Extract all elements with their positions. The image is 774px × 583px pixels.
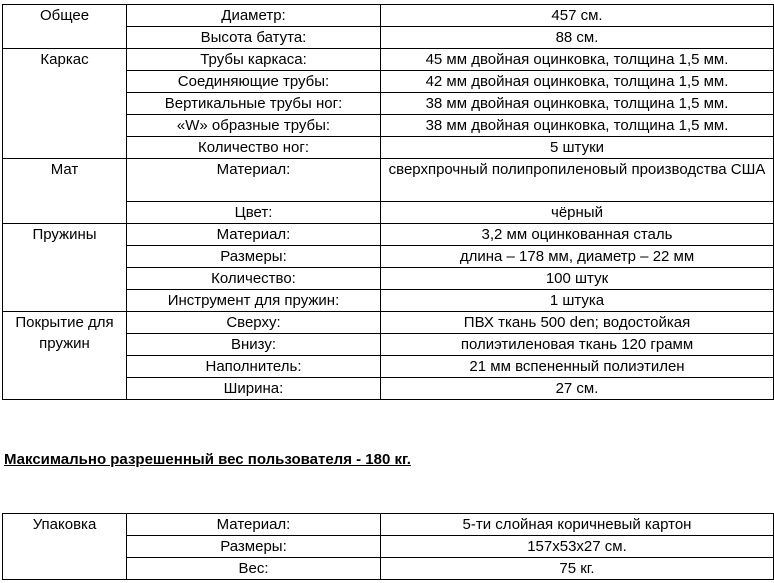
param-label: Вертикальные трубы ног:: [127, 93, 381, 115]
param-value: 100 штук: [381, 268, 774, 290]
param-label: Инструмент для пружин:: [127, 290, 381, 312]
param-value: 27 см.: [381, 378, 774, 400]
param-label: Высота батута:: [127, 27, 381, 49]
param-label: Размеры:: [127, 536, 381, 558]
param-label: Вес:: [127, 558, 381, 580]
param-value: 75 кг.: [381, 558, 774, 580]
param-value: ПВХ ткань 500 den; водостойкая: [381, 312, 774, 334]
param-value: 5 штуки: [381, 137, 774, 159]
param-label: Диаметр:: [127, 5, 381, 27]
param-value: полиэтиленовая ткань 120 грамм: [381, 334, 774, 356]
param-label: Материал:: [127, 514, 381, 536]
table-row: [3, 5, 774, 27]
param-label: Размеры:: [127, 246, 381, 268]
group-label-frame: Каркас: [3, 49, 127, 159]
param-value: чёрный: [381, 202, 774, 224]
param-value: 3,2 мм оцинкованная сталь: [381, 224, 774, 246]
param-value: длина – 178 мм, диаметр – 22 мм: [381, 246, 774, 268]
table-row: [3, 514, 774, 536]
param-label: Внизу:: [127, 334, 381, 356]
param-value: 42 мм двойная оцинковка, толщина 1,5 мм.: [381, 71, 774, 93]
param-label: Количество ног:: [127, 137, 381, 159]
param-value: 38 мм двойная оцинковка, толщина 1,5 мм.: [381, 93, 774, 115]
param-label: Соединяющие трубы:: [127, 71, 381, 93]
group-label-springs: Пружины: [3, 224, 127, 312]
max-weight-note: Максимально разрешенный вес пользователя - 180 кг.: [4, 451, 411, 468]
param-value: 457 см.: [381, 5, 774, 27]
param-label: Цвет:: [127, 202, 381, 224]
param-label: Материал:: [127, 159, 381, 202]
group-label-spring-cover: Покрытие для пружин: [3, 312, 127, 400]
param-value: сверхпрочный полипропиленовый производства США: [381, 159, 774, 202]
packaging-table: [2, 513, 774, 580]
table-row: [3, 49, 774, 71]
group-label-packaging: Упаковка: [3, 514, 127, 580]
param-value: 157х53х27 см.: [381, 536, 774, 558]
param-label: Количество:: [127, 268, 381, 290]
table-row: [3, 312, 774, 334]
table-row: [3, 224, 774, 246]
param-value: 21 мм вспененный полиэтилен: [381, 356, 774, 378]
param-value: 5-ти слойная коричневый картон: [381, 514, 774, 536]
param-label: «W» образные трубы:: [127, 115, 381, 137]
param-label: Сверху:: [127, 312, 381, 334]
param-label: Материал:: [127, 224, 381, 246]
param-label: Ширина:: [127, 378, 381, 400]
table-row: [3, 159, 774, 202]
param-value: 88 см.: [381, 27, 774, 49]
specifications-table: [2, 4, 774, 400]
param-label: Наполнитель:: [127, 356, 381, 378]
param-label: Трубы каркаса:: [127, 49, 381, 71]
group-label-mat: Мат: [3, 159, 127, 224]
param-value: 38 мм двойная оцинковка, толщина 1,5 мм.: [381, 115, 774, 137]
param-value: 45 мм двойная оцинковка, толщина 1,5 мм.: [381, 49, 774, 71]
group-label-general: Общее: [3, 5, 127, 49]
param-value: 1 штука: [381, 290, 774, 312]
